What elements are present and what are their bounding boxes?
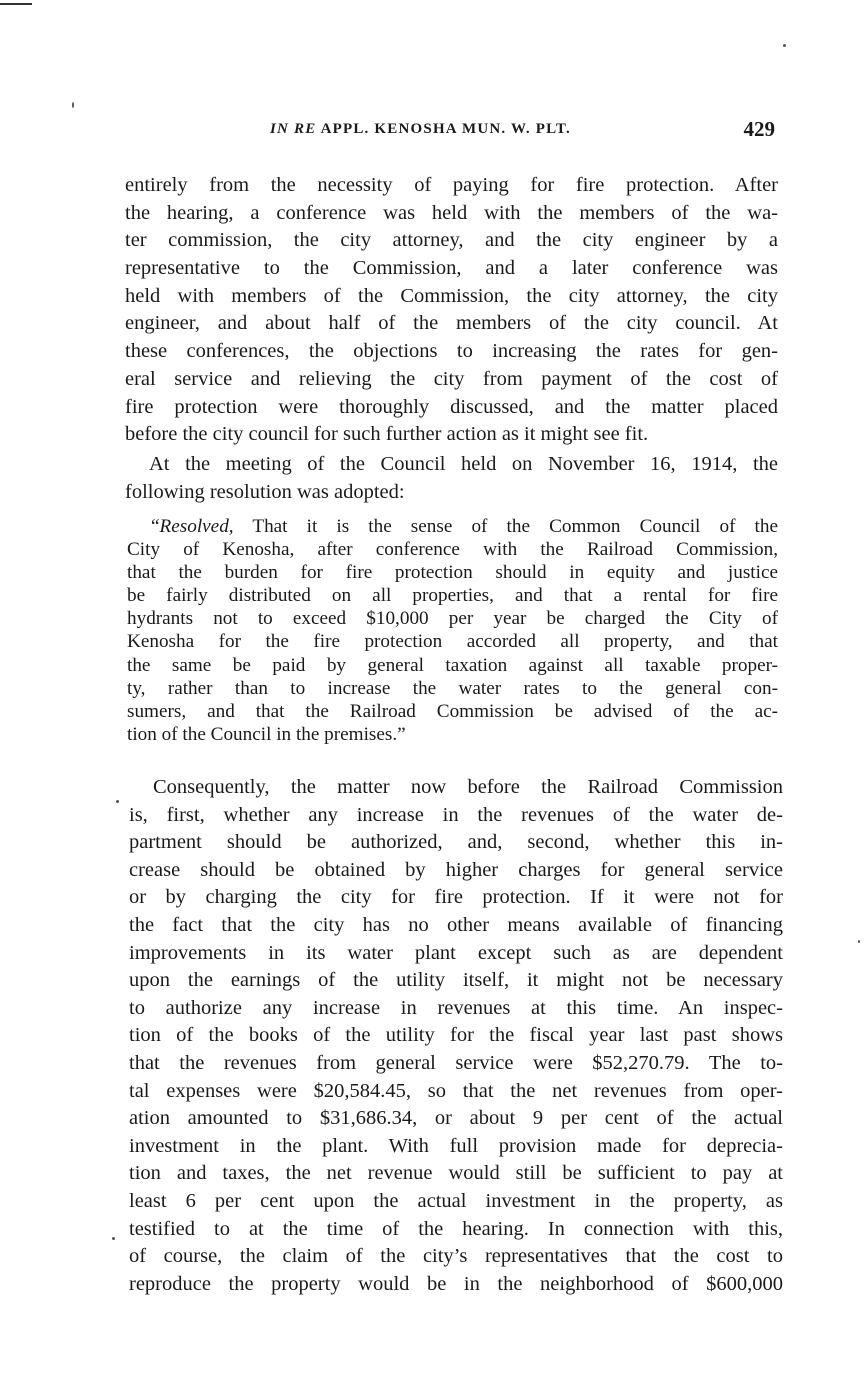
text-line: ation amounted to $31,686.34, or about 9 per cent of the actual xyxy=(129,1107,783,1130)
text-line: Consequently, the matter now before the Railroad Commission xyxy=(153,776,783,798)
text-line: hydrants not to exceed $10,000 per year be charged the City of xyxy=(127,608,778,630)
resolution-first-line xyxy=(127,515,778,538)
text-line: or by charging the city for fire protection. If it were not for xyxy=(129,886,783,909)
text-line: the same be paid by general taxation against all taxable proper- xyxy=(127,654,778,676)
text-line: that the revenues from general service were $52,270.79. The to- xyxy=(129,1051,783,1074)
running-head-title xyxy=(270,121,571,138)
paragraph-council-meeting xyxy=(125,451,778,506)
scan-speck xyxy=(72,102,74,108)
text-line: be fairly distributed on all properties, and that a rental for fire xyxy=(127,585,778,607)
page-number: 429 xyxy=(743,117,775,141)
text-line: before the city council for such further action as it might see fit. xyxy=(125,423,649,446)
open-quote: “ xyxy=(151,516,160,537)
scan-speck xyxy=(858,940,860,943)
text-line: City of Kenosha, after conference with the Railroad Commission, xyxy=(127,539,778,561)
resolution-block-quote xyxy=(127,515,778,746)
text-line: is, first, whether any increase in the revenues of the water de- xyxy=(129,803,783,826)
text-line: ter commission, the city attorney, and the city engineer by a xyxy=(125,229,778,252)
text-line: the hearing, a conference was held with the members of the wa- xyxy=(125,201,778,224)
running-head-case-prefix: IN RE xyxy=(270,121,317,137)
text-line: sumers, and that the Railroad Commission be advised of the ac- xyxy=(127,700,778,722)
text-line: crease should be obtained by higher charges for general service xyxy=(129,858,783,881)
text-line: tion and taxes, the net revenue would still be sufficient to pay at xyxy=(129,1162,783,1185)
text-line: that the burden for fire protection should in equity and justice xyxy=(127,562,778,584)
text-line: following resolution was adopted: xyxy=(125,480,405,503)
text-line: fire protection were thoroughly discussed, and the matter placed xyxy=(125,395,778,418)
text-line: upon the earnings of the utility itself, it might not be necessary xyxy=(129,969,783,992)
resolved-lead-word: Resolved, xyxy=(159,516,234,537)
text-line: tal expenses were $20,584.45, so that the net revenues from oper- xyxy=(129,1079,783,1102)
running-head-case-name: APPL. KENOSHA MUN. W. PLT. xyxy=(320,121,571,137)
text-line: eral service and relieving the city from payment of the cost of xyxy=(125,367,778,390)
text-line: held with members of the Commission, the city attorney, the city xyxy=(125,284,778,307)
paragraph-fire-protection-conferences xyxy=(125,172,778,449)
text-line: Kenosha for the fire protection accorded all property, and that xyxy=(127,631,778,653)
text-line: partment should be authorized, and, second, whether this in- xyxy=(129,831,783,854)
text-line: investment in the plant. With full provision made for deprecia- xyxy=(129,1134,783,1157)
scan-speck xyxy=(112,1237,115,1240)
resolution-first-line-text: That it is the sense of the Common Council of the xyxy=(233,516,778,537)
paragraph-revenue-analysis xyxy=(129,774,783,1298)
text-line: engineer, and about half of the members of the city council. At xyxy=(125,312,778,335)
text-line: entirely from the necessity of paying for fire protection. After xyxy=(125,174,778,196)
text-line: representative to the Commission, and a later conference was xyxy=(125,257,778,280)
text-line: least 6 per cent upon the actual investment in the property, as xyxy=(129,1189,783,1212)
text-line: the fact that the city has no other means available of financing xyxy=(129,913,783,936)
scan-speck xyxy=(116,800,119,803)
text-line: to authorize any increase in revenues at this time. An inspec- xyxy=(129,996,783,1019)
text-line: tion of the books of the utility for the fiscal year last past shows xyxy=(129,1024,783,1047)
scan-edge-mark xyxy=(0,3,32,5)
text-line: At the meeting of the Council held on November 16, 1914, the xyxy=(149,453,778,475)
text-line: testified to at the time of the hearing. In connection with this, xyxy=(129,1217,783,1240)
text-line: reproduce the property would be in the neighborhood of $600,000 xyxy=(129,1272,783,1295)
running-head xyxy=(125,117,775,143)
text-line: of course, the claim of the city’s representatives that the cost to xyxy=(129,1245,783,1268)
text-line: these conferences, the objections to increasing the rates for gen- xyxy=(125,340,778,363)
text-line: improvements in its water plant except such as are dependent xyxy=(129,941,783,964)
text-line: ty, rather than to increase the water rates to the general con- xyxy=(127,677,778,699)
scan-speck xyxy=(783,44,786,47)
text-line: tion of the Council in the premises.” xyxy=(127,723,406,745)
